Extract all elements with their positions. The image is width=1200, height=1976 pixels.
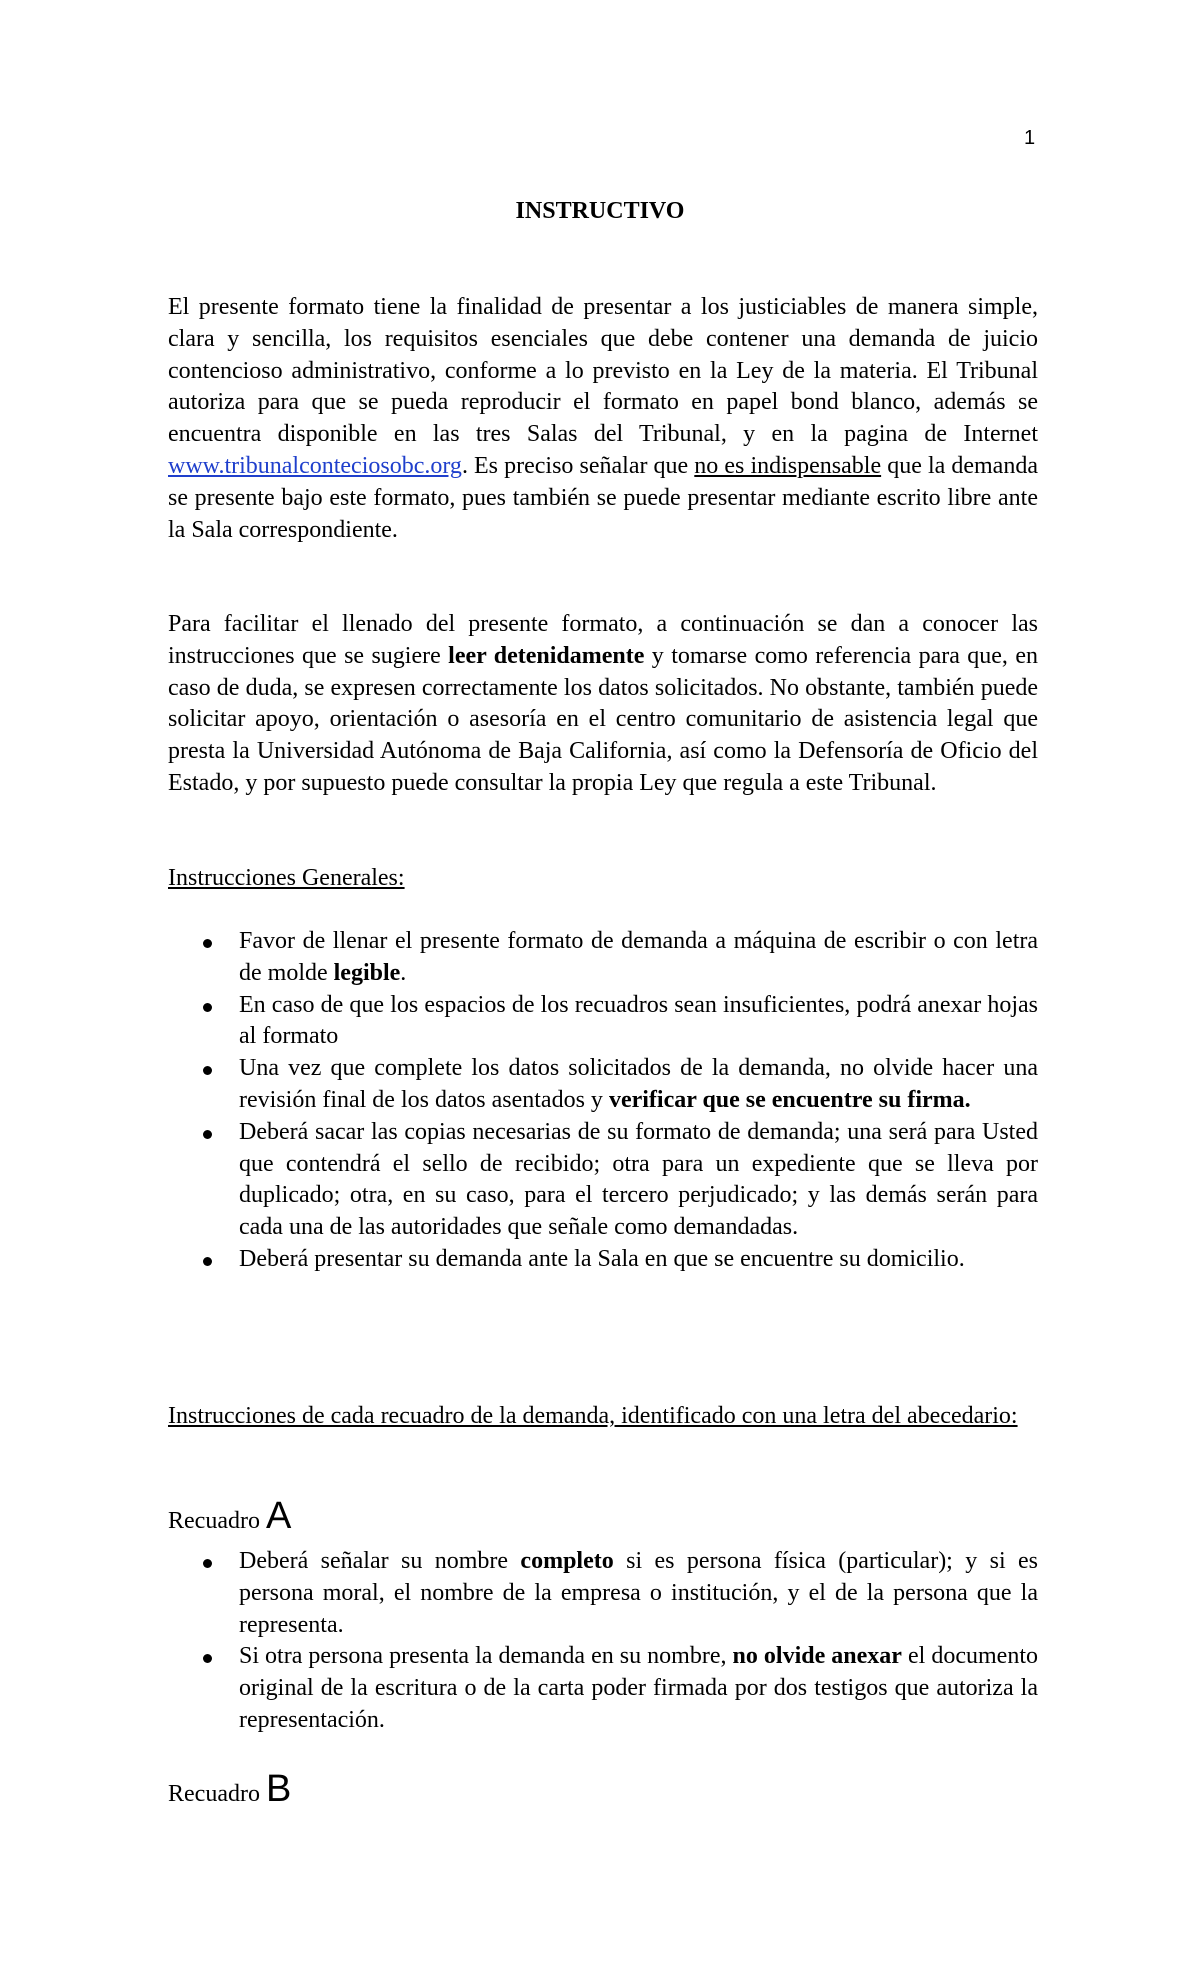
item-text: Deberá presentar su demanda ante la Sala en que se encuentre su domicilio.	[239, 1245, 965, 1272]
bullet-icon	[203, 1066, 212, 1075]
page-number: 1	[1024, 127, 1036, 149]
item-text: Deberá señalar su nombre	[239, 1548, 521, 1574]
list-item	[168, 1244, 1038, 1276]
item-text-end: si es persona física (particular); y si es persona moral, el nombre de la empresa o institución, y el de la persona que la representa.	[239, 1548, 1038, 1638]
guidance-text: Para facilitar el llenado del presente formato, a continuación se dan a conocer las instrucciones que se sugiere	[168, 611, 1038, 669]
item-text: En caso de que los espacios de los recuadros sean insuficientes, podrá anexar hojas al formato	[239, 991, 1038, 1050]
recuadro-label: Recuadro	[168, 1508, 266, 1534]
intro-paragraph	[168, 292, 1038, 546]
box-instructions-heading	[168, 1401, 1038, 1433]
item-text-end: el documento original de la escritura o de la carta poder firmada por dos testigos que autoriza la representación.	[239, 1643, 1038, 1733]
bullet-icon	[203, 939, 212, 948]
list-item	[168, 1053, 1038, 1117]
recuadro-letter: B	[265, 1768, 292, 1810]
intro-text-cont: . Es preciso señalar que	[461, 452, 695, 479]
bullet-icon	[203, 1130, 212, 1139]
item-bold: completo	[520, 1548, 614, 1574]
recuadro-label: Recuadro	[168, 1781, 266, 1807]
guidance-text-end: y tomarse como referencia para que, en caso de duda, se expresen correctamente los datos solicitados. No obstante, también puede solicitar apoyo, orientación o asesoría en el centro comunitario de asistencia legal que presta la Universidad Autónoma de Baja California, así como la Defensoría de Oficio del Estado, y por supuesto puede consultar la propia Ley que regula a este Tribunal.	[168, 642, 1038, 796]
recuadro-a-heading	[168, 1495, 1038, 1538]
bullet-icon	[203, 1003, 212, 1012]
bullet-icon	[203, 1559, 212, 1568]
intro-text: El presente formato tiene la finalidad de presentar a los justiciables de manera simple, clara y sencilla, los requisitos esenciales que debe contener una demanda de juicio contencioso administrativo, conforme a lo previsto en la Ley de la materia. El Tribunal autoriza para que se pueda reproducir el formato en papel bond blanco, además se encuentra disponible en las tres Salas del Tribunal, y en la pagina de Internet	[168, 294, 1038, 448]
bullet-icon	[203, 1654, 212, 1663]
item-bold: no olvide anexar	[732, 1643, 902, 1670]
list-item	[168, 1117, 1038, 1244]
item-bold: legible	[333, 959, 401, 986]
bullet-icon	[203, 1257, 212, 1266]
item-text-end: .	[400, 959, 407, 986]
item-text: Una vez que complete los datos solicitados de la demanda, no olvide hacer una revisión final de los datos asentados y	[239, 1055, 1038, 1113]
recuadro-a-list	[168, 1546, 1038, 1737]
item-bold: verificar que se encuentre su firma.	[608, 1086, 971, 1113]
bold-phrase: leer detenidamente	[448, 642, 645, 669]
underlined-phrase: no es indispensable	[694, 452, 882, 479]
item-text: Si otra persona presenta la demanda en su nombre,	[239, 1643, 733, 1670]
list-item	[168, 926, 1038, 990]
general-heading-text: Instrucciones Generales:	[168, 865, 405, 891]
general-instructions-list	[168, 926, 1038, 1276]
item-text: Deberá sacar las copias necesarias de su formato de demanda; una será para Usted que contendrá el sello de recibido; otra para un expediente que se lleva por duplicado; otra, en su caso, para el tercero perjudicado; y las demás serán para cada una de las autoridades que señale como demandadas.	[239, 1118, 1038, 1241]
general-instructions-heading	[168, 863, 1038, 895]
intro-text-end: que la demanda se presente bajo este formato, pues también se puede presentar mediante escrito libre ante la Sala correspondiente.	[168, 452, 1038, 543]
page-title: INSTRUCTIVO	[515, 198, 685, 224]
guidance-paragraph	[168, 609, 1038, 800]
list-item	[168, 1546, 1038, 1641]
list-item	[168, 990, 1038, 1054]
recuadro-letter: A	[265, 1495, 292, 1537]
list-item	[168, 1641, 1038, 1736]
item-text: Favor de llenar el presente formato de demanda a máquina de escribir o con letra de molde	[239, 928, 1038, 986]
recuadro-b-heading	[168, 1768, 1038, 1811]
website-link[interactable]: www.tribunalconteciosobc.org	[168, 452, 462, 479]
box-heading-text: Instrucciones de cada recuadro de la demanda, identificado con una letra del abecedario:	[168, 1403, 1018, 1429]
